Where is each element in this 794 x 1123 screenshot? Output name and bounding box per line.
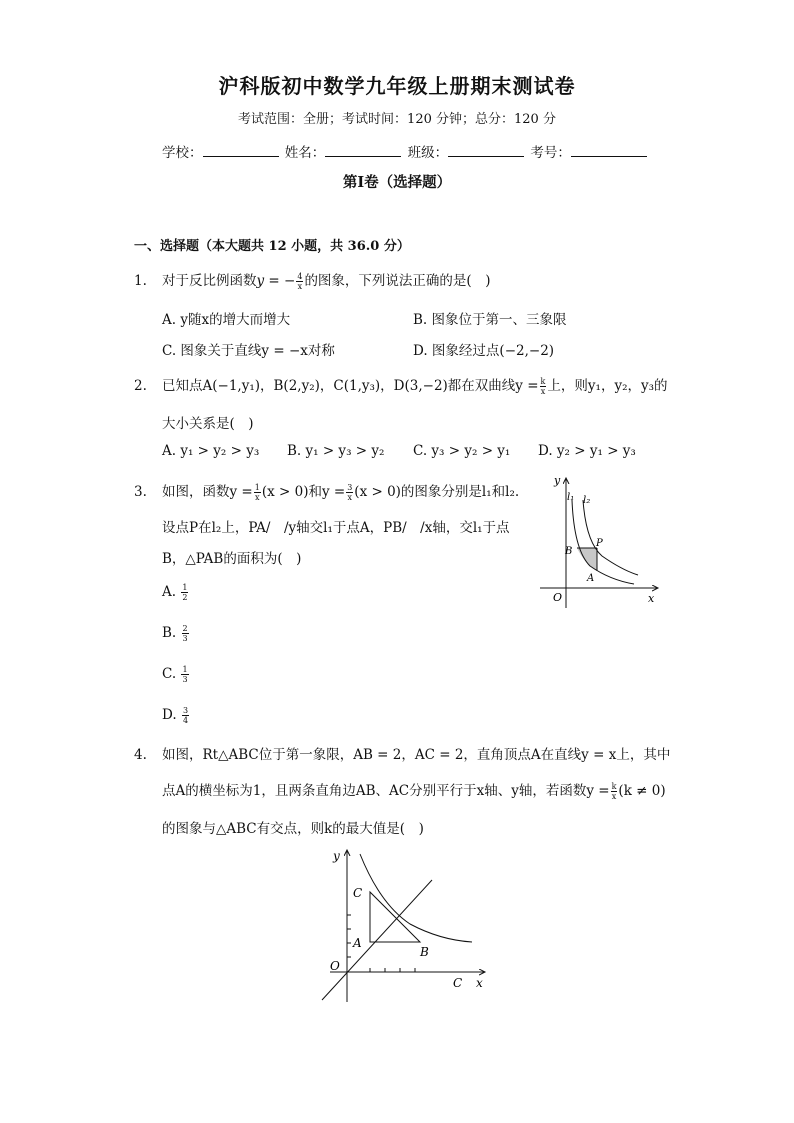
q2-stem-line2: 大小关系是( ): [162, 416, 254, 432]
q4-stem-line2: [162, 779, 666, 801]
q2-stem-end: 上，则y₁，y₂，y₃的: [547, 378, 668, 394]
q3-option-b-num: 2: [182, 624, 188, 633]
q3-option-c-den: 3: [182, 675, 188, 684]
q3-fraction-2: [346, 483, 353, 502]
q3-line1-mid: (x > 0)和y =: [261, 484, 346, 500]
q1-stem-start: 对于反比例函数: [162, 273, 257, 289]
field-name-label: 姓名：: [284, 145, 326, 161]
q4-triangle-abc: [370, 892, 420, 942]
q4-label-c-top: C: [353, 886, 363, 900]
q4-fraction: [611, 782, 618, 801]
q4-label-x: x: [476, 976, 483, 990]
q3-option-a[interactable]: [162, 583, 189, 602]
q1-function: y = −: [256, 273, 296, 289]
q3-label-p: P: [596, 538, 603, 549]
student-info-fields: [162, 141, 649, 161]
q2-number: 2.: [134, 378, 147, 394]
q3-frac2-num: 3: [347, 483, 353, 492]
q3-option-d-num: 3: [182, 706, 189, 715]
q3-line1-start: 如图，函数y =: [162, 484, 253, 500]
q4-label-a: A: [353, 936, 362, 950]
q3-option-a-den: 2: [182, 593, 188, 602]
field-name-blank[interactable]: [325, 144, 401, 157]
q2-frac-num: k: [540, 377, 546, 386]
q3-label-x: x: [648, 592, 655, 605]
q4-number: 4.: [134, 747, 147, 763]
q2-option-c[interactable]: C. y₃ > y₂ > y₁: [413, 443, 511, 459]
q3-number: 3.: [134, 484, 147, 500]
q4-stem-line1: 如图，Rt△ABC位于第一象限，AB = 2，AC = 2，直角顶点A在直线y = x上，其中: [162, 747, 671, 763]
q3-option-b-den: 3: [182, 634, 188, 643]
q3-option-b-frac: [182, 624, 189, 643]
q3-label-l2: l₂: [583, 495, 591, 506]
q1-frac-num: 4: [297, 272, 303, 281]
q2-option-b[interactable]: B. y₁ > y₃ > y₂: [287, 443, 385, 459]
q3-stem-line3: B，△PAB的面积为( ): [162, 551, 302, 567]
field-class-label: 班级：: [407, 145, 449, 161]
q1-option-d[interactable]: D. 图象经过点(−2,−2): [413, 343, 555, 359]
q3-option-b[interactable]: [162, 624, 190, 643]
q3-option-d-label: D.: [162, 707, 177, 723]
q1-option-b[interactable]: B. 图象位于第一、三象限: [413, 312, 567, 328]
q3-shaded-triangle: [577, 548, 597, 571]
q1-option-c[interactable]: C. 图象关于直线y = −x对称: [162, 343, 335, 359]
q3-label-o: O: [553, 591, 563, 604]
q4-label-b: B: [420, 945, 429, 959]
q2-stem-start: 已知点A(−1,y₁)，B(2,y₂)，C(1,y₃)，D(3,−2)都在双曲线y =: [162, 378, 539, 394]
q1-fraction: [296, 272, 303, 291]
q3-frac1-num: 1: [254, 483, 260, 492]
q3-option-a-frac: [181, 583, 188, 602]
q1-option-a[interactable]: A. y随x的增大而增大: [162, 312, 291, 328]
q3-option-c-label: C.: [162, 666, 177, 682]
q2-fraction: [540, 377, 547, 396]
q4-line2-start: 点A的横坐标为1，且两条直角边AB、AC分别平行于x轴、y轴，若函数y =: [162, 783, 610, 799]
q4-line-y-eq-x: [322, 880, 432, 1000]
q4-line2-end: (k ≠ 0): [618, 783, 666, 799]
field-id-blank[interactable]: [571, 144, 647, 157]
q4-stem-line3: 的图象与△ABC有交点，则k的最大值是( ): [162, 821, 424, 837]
q3-label-l1: l₁: [567, 492, 575, 503]
field-school-label: 学校：: [162, 145, 203, 161]
q2-option-a[interactable]: A. y₁ > y₂ > y₃: [162, 443, 260, 459]
q3-option-a-label: A.: [162, 584, 177, 600]
q4-frac-num: k: [611, 782, 617, 791]
q3-option-d-frac: [182, 706, 189, 725]
part-heading: 第Ⅰ卷（选择题）: [342, 174, 452, 191]
q3-label-b: B: [565, 546, 573, 557]
field-class-blank[interactable]: [448, 144, 524, 157]
q3-option-c-frac: [181, 665, 188, 684]
q4-label-c-axis: C: [453, 976, 463, 990]
q3-option-d-den: 4: [182, 716, 189, 725]
field-id-label: 考号：: [530, 145, 571, 161]
q3-option-c[interactable]: [162, 665, 190, 684]
q3-stem-line2: 设点P在l₂上，PA/ /y轴交l₁于点A，PB/ /x轴，交l₁于点: [162, 520, 510, 536]
q4-label-o: O: [330, 959, 340, 973]
q4-figure: [310, 842, 495, 1007]
q3-frac1-den: x: [255, 493, 260, 502]
q2-option-d[interactable]: D. y₂ > y₁ > y₃: [538, 443, 636, 459]
q3-label-a: A: [587, 573, 595, 584]
q2-stem: [162, 374, 668, 396]
q3-figure: [530, 470, 670, 610]
q4-frac-den: x: [611, 792, 617, 801]
field-school-blank[interactable]: [203, 144, 279, 157]
q3-label-y: y: [554, 474, 561, 487]
q4-label-y: y: [333, 849, 340, 863]
section-heading: 一、选择题（本大题共 12 小题，共 36.0 分）: [134, 239, 410, 254]
page-title: 沪科版初中数学九年级上册期末测试卷: [218, 74, 576, 98]
q3-stem-line1: [162, 480, 519, 502]
q3-option-d[interactable]: [162, 706, 190, 725]
q4-y-ticks: [347, 915, 351, 957]
q3-line1-end: (x > 0)的图象分别是l₁和l₂.: [354, 484, 520, 500]
q3-fraction-1: [254, 483, 261, 502]
q3-curve-l1: [572, 500, 634, 584]
q1-frac-den: x: [297, 282, 303, 291]
exam-info: 考试范围：全册；考试时间：120 分钟；总分：120 分: [238, 112, 556, 127]
q3-option-c-num: 1: [182, 665, 188, 674]
q1-stem: [162, 269, 490, 291]
q2-frac-den: x: [540, 387, 546, 396]
q1-stem-end: 的图象，下列说法正确的是( ): [304, 273, 491, 289]
q3-frac2-den: x: [347, 493, 352, 502]
q3-option-b-label: B.: [162, 625, 177, 641]
q3-option-a-num: 1: [182, 583, 188, 592]
q1-number: 1.: [134, 273, 147, 289]
q4-x-ticks: [370, 968, 415, 972]
